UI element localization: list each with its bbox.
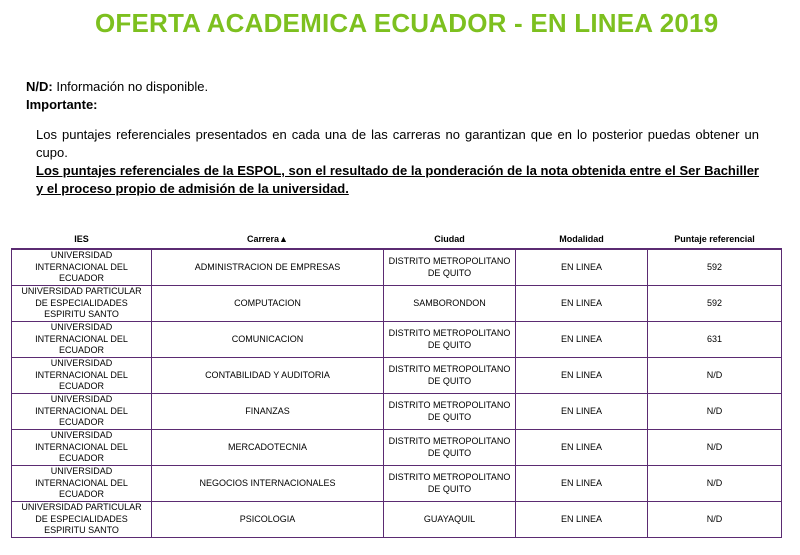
cell-modalidad: EN LINEA bbox=[516, 286, 648, 322]
table-row bbox=[12, 249, 782, 286]
table-row bbox=[12, 502, 782, 538]
nd-label: N/D: bbox=[26, 79, 53, 94]
results-table bbox=[11, 229, 782, 538]
cell-puntaje: N/D bbox=[648, 502, 782, 538]
cell-puntaje: N/D bbox=[648, 358, 782, 394]
header-carrera-sort[interactable]: Carrera▲ bbox=[247, 233, 288, 244]
cell-modalidad: EN LINEA bbox=[516, 394, 648, 430]
important-label-text: Importante: bbox=[26, 97, 98, 112]
header-modalidad[interactable]: Modalidad bbox=[559, 233, 604, 244]
cell-modalidad: EN LINEA bbox=[516, 322, 648, 358]
cell-ciudad: DISTRITO METROPOLITANO DE QUITO bbox=[384, 466, 516, 502]
cell-modalidad: EN LINEA bbox=[516, 358, 648, 394]
cell-carrera: FINANZAS bbox=[152, 394, 384, 430]
cell-carrera: CONTABILIDAD Y AUDITORIA bbox=[152, 358, 384, 394]
cell-carrera: NEGOCIOS INTERNACIONALES bbox=[152, 466, 384, 502]
cell-ies: UNIVERSIDAD PARTICULAR DE ESPECIALIDADES ESPIRITU SANTO bbox=[12, 502, 152, 538]
cell-ciudad: GUAYAQUIL bbox=[384, 502, 516, 538]
cell-modalidad: EN LINEA bbox=[516, 502, 648, 538]
results-table-container bbox=[11, 229, 781, 538]
cell-ies: UNIVERSIDAD INTERNACIONAL DEL ECUADOR bbox=[12, 394, 152, 430]
table-row bbox=[12, 430, 782, 466]
disclaimer-text: Los puntajes referenciales presentados en cada una de las carreras no garantizan que en lo posterior puedas obtener un cupo. bbox=[36, 127, 759, 160]
cell-ies: UNIVERSIDAD PARTICULAR DE ESPECIALIDADES ESPIRITU SANTO bbox=[12, 286, 152, 322]
cell-modalidad: EN LINEA bbox=[516, 430, 648, 466]
cell-carrera: COMUNICACION bbox=[152, 322, 384, 358]
table-row bbox=[12, 466, 782, 502]
cell-ciudad: DISTRITO METROPOLITANO DE QUITO bbox=[384, 322, 516, 358]
table-row bbox=[12, 322, 782, 358]
cell-ciudad: DISTRITO METROPOLITANO DE QUITO bbox=[384, 430, 516, 466]
cell-modalidad: EN LINEA bbox=[516, 466, 648, 502]
table-row bbox=[12, 286, 782, 322]
cell-ciudad: DISTRITO METROPOLITANO DE QUITO bbox=[384, 358, 516, 394]
nd-text: Información no disponible. bbox=[52, 79, 209, 94]
page-title: OFERTA ACADEMICA ECUADOR - EN LINEA 2019 bbox=[95, 8, 719, 38]
cell-carrera: COMPUTACION bbox=[152, 286, 384, 322]
header-puntaje[interactable]: Puntaje referencial bbox=[674, 233, 755, 244]
header-ies[interactable]: IES bbox=[74, 233, 89, 244]
cell-ciudad: SAMBORONDON bbox=[384, 286, 516, 322]
important-label bbox=[26, 96, 208, 114]
notes bbox=[26, 78, 208, 114]
cell-puntaje: 592 bbox=[648, 286, 782, 322]
table-header-row bbox=[12, 229, 782, 249]
disclaimer-paragraph bbox=[36, 126, 759, 198]
cell-puntaje: N/D bbox=[648, 430, 782, 466]
cell-puntaje: N/D bbox=[648, 394, 782, 430]
cell-modalidad: EN LINEA bbox=[516, 249, 648, 286]
nd-note bbox=[26, 78, 208, 96]
cell-carrera: MERCADOTECNIA bbox=[152, 430, 384, 466]
cell-puntaje: N/D bbox=[648, 466, 782, 502]
cell-carrera: ADMINISTRACION DE EMPRESAS bbox=[152, 249, 384, 286]
table-row bbox=[12, 358, 782, 394]
cell-ciudad: DISTRITO METROPOLITANO DE QUITO bbox=[384, 394, 516, 430]
table-row bbox=[12, 394, 782, 430]
cell-ciudad: DISTRITO METROPOLITANO DE QUITO bbox=[384, 249, 516, 286]
cell-ies: UNIVERSIDAD INTERNACIONAL DEL ECUADOR bbox=[12, 358, 152, 394]
cell-ies: UNIVERSIDAD INTERNACIONAL DEL ECUADOR bbox=[12, 322, 152, 358]
header-ciudad[interactable]: Ciudad bbox=[434, 233, 465, 244]
cell-ies: UNIVERSIDAD INTERNACIONAL DEL ECUADOR bbox=[12, 430, 152, 466]
espol-note: Los puntajes referenciales de la ESPOL, son el resultado de la ponderación de la nota obtenida entre el Ser Bachiller y el proceso propio de admisión de la universidad. bbox=[36, 163, 759, 196]
cell-puntaje: 631 bbox=[648, 322, 782, 358]
cell-carrera: PSICOLOGIA bbox=[152, 502, 384, 538]
cell-puntaje: 592 bbox=[648, 249, 782, 286]
cell-ies: UNIVERSIDAD INTERNACIONAL DEL ECUADOR bbox=[12, 466, 152, 502]
cell-ies: UNIVERSIDAD INTERNACIONAL DEL ECUADOR bbox=[12, 249, 152, 286]
